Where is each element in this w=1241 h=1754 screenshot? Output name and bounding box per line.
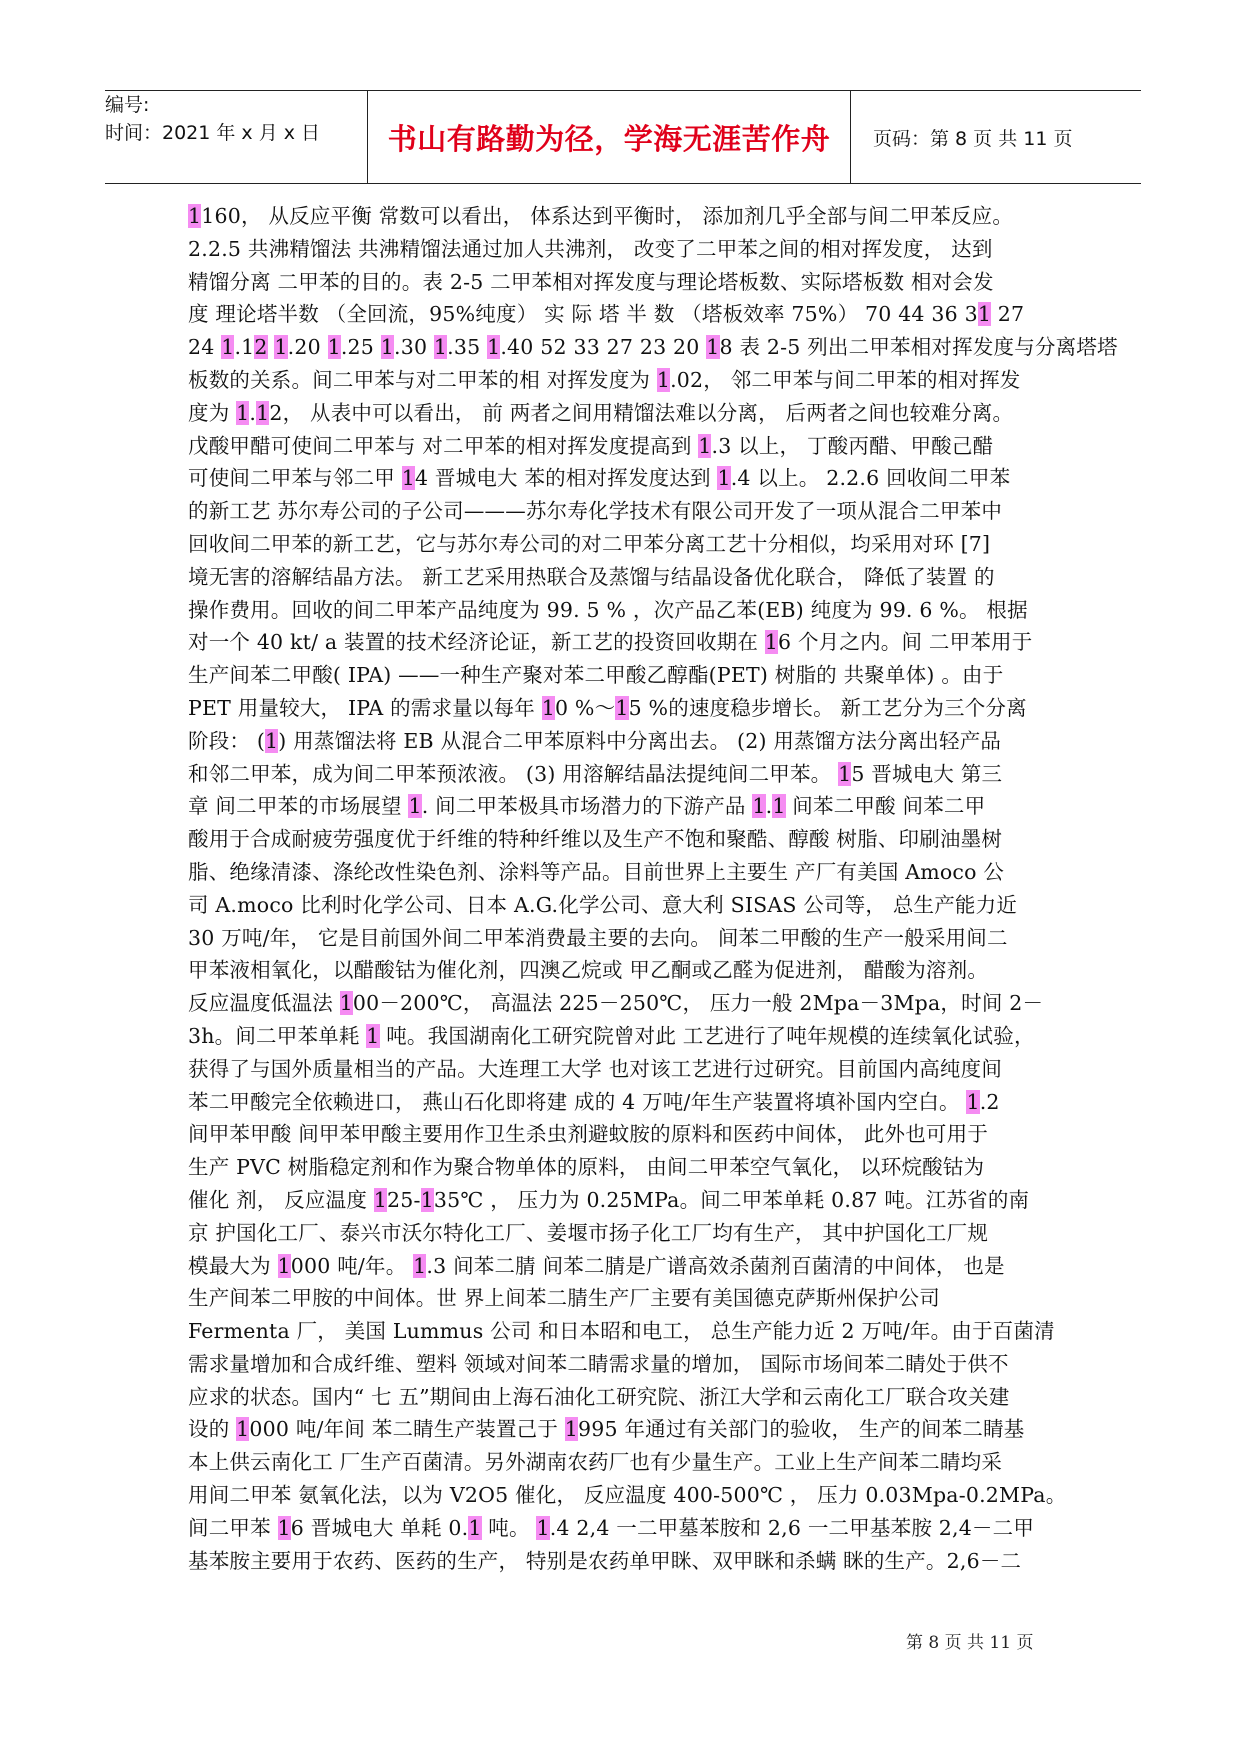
text-segment: 板数的关系。间二甲苯与对二甲苯的相 对挥发度为 bbox=[188, 367, 657, 392]
body-text-line bbox=[188, 725, 1058, 758]
highlighted-text: 1 bbox=[717, 466, 731, 491]
text-segment: 000 吨/年间 苯二睛生产装置己于 bbox=[249, 1417, 565, 1442]
text-segment: 对一个 40 kt/ a 装置的技术经济论证，新工艺的投资回收期在 bbox=[188, 630, 765, 655]
text-segment: 催化 剂， 反应温度 bbox=[188, 1187, 374, 1212]
text-segment: 的新工艺 苏尔寿公司的子公司———苏尔寿化学技术有限公司开发了一项从混合二甲苯中 bbox=[188, 499, 1003, 524]
header-motto-cell bbox=[367, 91, 851, 183]
text-segment: 用间二甲苯 氨氧化法，以为 V2O5 催化， 反应温度 400-500℃ ， 压力 0.03Mpa-0.2MPa。 bbox=[188, 1483, 1067, 1508]
body-text-line bbox=[188, 1545, 1058, 1578]
body-text-line bbox=[188, 233, 1058, 266]
highlighted-text: 1 bbox=[764, 630, 779, 655]
text-segment: 160， 从反应平衡 常数可以看出， 体系达到平衡时， 添加剂几乎全部与间二甲苯反应。 bbox=[201, 204, 1014, 228]
highlighted-text: 1 bbox=[772, 794, 786, 819]
header-page-cell bbox=[851, 91, 1141, 183]
document-body bbox=[188, 200, 1118, 1577]
highlighted-text: 1 bbox=[274, 335, 288, 360]
text-segment: 精馏分离 二甲苯的目的。表 2-5 二甲苯相对挥发度与理论塔板数、实际塔板数 相对会发 bbox=[188, 269, 994, 294]
text-segment: 甲苯液相氧化，以醋酸钴为催化剂，四澳乙烷或 甲乙酮或乙醛为促进剂， 醋酸为溶剂。 bbox=[188, 958, 989, 983]
highlighted-text: 1 bbox=[420, 1187, 434, 1212]
text-segment: 24 bbox=[188, 335, 222, 360]
body-text-line bbox=[188, 1086, 1058, 1119]
body-text-line bbox=[188, 659, 1058, 692]
highlighted-text: 1 bbox=[487, 335, 501, 360]
body-text-line bbox=[188, 266, 1058, 299]
text-segment: 35℃ ， 压力为 0.25MPa。间二甲苯单耗 0.87 吨。江苏省的南 bbox=[433, 1187, 1030, 1212]
text-segment: 设的 bbox=[188, 1417, 237, 1442]
text-segment: 境无害的溶解结晶方法。 新工艺采用热联合及蒸馏与结晶设备优化联合， 降低了装置 的 bbox=[188, 564, 995, 589]
body-text-line bbox=[188, 987, 1058, 1020]
text-segment: .25 bbox=[340, 335, 381, 360]
text-segment: Fermenta 厂， 美国 Lummus 公司 和日本昭和电工， 总生产能力近 2 万吨/年。由于百菌清 bbox=[188, 1319, 1055, 1344]
text-segment: .3 以上， 丁酸丙醋、甲酸己醋 bbox=[711, 433, 994, 458]
text-segment: 京 护国化工厂、泰兴市沃尔特化工厂、姜堰市扬子化工厂均有生产， 其中护国化工厂规 bbox=[188, 1220, 989, 1245]
highlighted-text: 1 bbox=[752, 794, 766, 819]
highlighted-text: 1 bbox=[541, 695, 555, 720]
text-segment: .4 2,4 一二甲墓苯胺和 2,6 一二甲基苯胺 2,4－二甲 bbox=[549, 1515, 1035, 1540]
body-text-line bbox=[188, 561, 1058, 594]
text-segment: 4 晋城电大 苯的相对挥发度达到 bbox=[414, 466, 718, 491]
highlighted-text: 1 bbox=[188, 204, 202, 228]
body-text-line bbox=[188, 298, 1058, 331]
text-segment: 25- bbox=[387, 1187, 421, 1212]
highlighted-text: 1 bbox=[256, 400, 270, 425]
text-segment: 6 晋城电大 单耗 0. bbox=[290, 1515, 469, 1540]
highlighted-text: 1 bbox=[373, 1187, 387, 1212]
highlighted-text: 1 bbox=[236, 400, 250, 425]
body-text-line bbox=[188, 1479, 1067, 1512]
body-text-line bbox=[188, 1184, 1058, 1217]
text-segment: PET 用量较大， IPA 的需求量以每年 bbox=[188, 695, 542, 720]
highlighted-text: 1 bbox=[433, 335, 448, 360]
text-segment: 0 %～ bbox=[554, 695, 616, 720]
page-footer: 第 8 页 共 11 页 bbox=[906, 1633, 1034, 1653]
text-segment: . bbox=[249, 400, 257, 425]
text-segment: .30 bbox=[393, 335, 434, 360]
text-segment: 8 表 2-5 列出二甲苯相对挥发度与分离塔塔 bbox=[719, 335, 1118, 360]
text-segment: 995 年通过有关部门的验收， 生产的间苯二睛基 bbox=[578, 1417, 1025, 1442]
text-segment: 吨。 bbox=[481, 1515, 537, 1540]
text-segment: 操作费用。回收的间二甲苯产品纯度为 99. 5 % ，次产品乙苯(EB) 纯度为 99. 6 %。 根据 bbox=[188, 597, 1028, 622]
body-text-line bbox=[188, 626, 1058, 659]
text-segment: 5 %的速度稳步增长。 新工艺分为三个分离 bbox=[628, 695, 1027, 720]
text-segment: 间二甲苯 bbox=[188, 1515, 278, 1540]
text-segment: .1 bbox=[234, 335, 255, 360]
text-segment: 基苯胺主要用于农药、医药的生产， 特别是农药单甲眯、双甲眯和杀螨 眯的生产。2,6－二 bbox=[188, 1548, 1022, 1573]
text-segment: .35 bbox=[447, 335, 488, 360]
text-segment: 戊酸甲醋可使间二甲苯与 对二甲苯的相对挥发度提高到 bbox=[188, 433, 699, 458]
highlighted-text: 1 bbox=[265, 728, 279, 753]
text-segment: 6 个月之内。间 二甲苯用于 bbox=[778, 630, 1033, 655]
body-text-line bbox=[188, 1348, 1058, 1381]
text-segment: 可使间二甲苯与邻二甲 bbox=[188, 466, 402, 491]
text-segment: 3h。间二甲苯单耗 bbox=[188, 1023, 367, 1048]
header-motto: 书山有路勤为径，学海无涯苦作舟 bbox=[387, 121, 831, 156]
highlighted-text: 1 bbox=[401, 466, 415, 491]
highlighted-text: 1 bbox=[564, 1417, 579, 1442]
text-segment: 酸用于合成耐疲劳强度优于纤维的特种纤维以及生产不饱和聚酷、醇酸 树脂、印刷油墨树 bbox=[188, 827, 1003, 852]
text-segment: 获得了与国外质量相当的产品。大连理工大学 也对该工艺进行过研究。目前国内高纯度间 bbox=[188, 1056, 1003, 1081]
text-segment: 30 万吨/年， 它是目前国外间二甲苯消费最主要的去向。 间苯二甲酸的生产一般采用间二 bbox=[188, 925, 1008, 950]
text-segment: 阶段： ( bbox=[188, 728, 266, 753]
text-segment: .40 52 33 27 23 20 bbox=[500, 335, 707, 360]
highlighted-text: 1 bbox=[339, 991, 353, 1016]
text-segment: 生产 PVC 树脂稳定剂和作为聚合物单体的原料， 由间二甲苯空气氧化， 以环烷酸钴为 bbox=[188, 1155, 985, 1180]
text-segment: 反应温度低温法 bbox=[188, 991, 340, 1016]
highlighted-text: 1 bbox=[966, 1089, 980, 1114]
body-text-line bbox=[188, 1413, 1058, 1446]
body-text-line bbox=[188, 823, 1058, 856]
text-segment: 吨。我国湖南化工研究院曾对此 工艺进行了吨年规模的连续氧化试验， bbox=[379, 1023, 1035, 1048]
highlighted-text: 1 bbox=[977, 302, 992, 327]
text-segment: 脂、绝缘清漆、涤纶改性染色剂、涂料等产品。目前世界上主要生 产厂有美国 Amoco 公 bbox=[188, 859, 1005, 884]
highlighted-text: 1 bbox=[277, 1515, 291, 1540]
highlighted-text: 1 bbox=[366, 1023, 380, 1048]
text-segment: 生产间苯二甲胺的中间体。世 界上间苯二腈生产厂主要有美国德克萨斯州保护公司 bbox=[188, 1286, 940, 1311]
text-segment: . bbox=[765, 794, 773, 819]
body-text-line bbox=[188, 1151, 1058, 1184]
text-segment: 和邻二甲苯，成为间二甲苯预浓液。 (3) 用溶解结晶法提纯间二甲苯。 bbox=[188, 761, 839, 786]
body-text-line bbox=[188, 790, 1058, 823]
highlighted-text: 1 bbox=[277, 1253, 291, 1278]
text-segment: .2 bbox=[979, 1089, 1000, 1114]
body-text-line bbox=[188, 528, 1058, 561]
body-text-line bbox=[188, 856, 1058, 889]
body-text-line bbox=[188, 430, 1058, 463]
text-segment: .20 bbox=[287, 335, 328, 360]
text-segment: 000 吨/年。 bbox=[290, 1253, 414, 1278]
body-text-line bbox=[188, 758, 1058, 791]
body-text-line bbox=[188, 1118, 1058, 1151]
text-segment: ) 用蒸馏法将 EB 从混合二甲苯原料中分离出去。 (2) 用蒸馏方法分离出轻产品 bbox=[278, 728, 1002, 753]
document-time-label: 时间：2021 年 x 月 x 日 bbox=[105, 122, 321, 144]
body-text-line bbox=[188, 1020, 1058, 1053]
body-text-line bbox=[188, 397, 1058, 430]
body-text-line bbox=[188, 1446, 1058, 1479]
body-text-line bbox=[188, 1315, 1058, 1348]
text-segment: 间苯二甲酸 间苯二甲 bbox=[785, 794, 986, 819]
text-segment: 2， 从表中可以看出， 前 两者之间用精馏法难以分离， 后两者之间也较难分离。 bbox=[269, 400, 1014, 425]
text-segment: 苯二甲酸完全依赖进口， 燕山石化即将建 成的 4 万吨/年生产装置将填补国内空白。 bbox=[188, 1089, 967, 1114]
text-segment: 模最大为 bbox=[188, 1253, 278, 1278]
text-segment: 27 bbox=[991, 302, 1025, 327]
text-segment: 2.2.5 共沸精馏法 共沸精馏法通过加人共沸剂， 改变了二甲苯之间的相对挥发度， 达到 bbox=[188, 236, 993, 261]
text-segment: .3 间苯二腈 间苯二腈是广谱高效杀菌剂百菌清的中间体， 也是 bbox=[426, 1253, 1005, 1278]
header-meta bbox=[105, 91, 367, 183]
text-segment: 间甲苯甲酸 间甲苯甲酸主要用作卫生杀虫剂避蚊胺的原料和医药中间体， 此外也可用于 bbox=[188, 1122, 989, 1147]
text-segment: 回收间二甲苯的新工艺，它与苏尔寿公司的对二甲苯分离工艺十分相似，均采用对环 [7] bbox=[188, 531, 991, 556]
text-segment: 00－200℃， 高温法 225－250℃， 压力一般 2Mpa－3Mpa，时间 2－ bbox=[352, 991, 1044, 1016]
text-segment: .4 以上。 2.2.6 回收间二甲苯 bbox=[730, 466, 1011, 491]
text-segment: .02， 邻二甲苯与间二甲苯的相对挥发 bbox=[670, 367, 1021, 392]
highlighted-text: 1 bbox=[615, 695, 629, 720]
highlighted-text: 1 bbox=[706, 335, 720, 360]
page-header bbox=[105, 90, 1141, 184]
header-page-number: 页码：第 8 页 共 11 页 bbox=[873, 127, 1073, 150]
body-text-line bbox=[188, 1217, 1058, 1250]
body-text-line bbox=[188, 331, 1118, 364]
body-text-line bbox=[188, 594, 1058, 627]
highlighted-text: 2 bbox=[254, 335, 268, 360]
body-text-line bbox=[188, 692, 1058, 725]
text-segment: 应求的状态。国内“ 七 五”期间由上海石油化工研究院、浙江大学和云南化工厂联合攻关建 bbox=[188, 1384, 1010, 1409]
text-segment: 需求量增加和合成纤维、塑料 领域对间苯二睛需求量的增加， 国际市场间苯二睛处于供不 bbox=[188, 1351, 1009, 1376]
highlighted-text: 1 bbox=[327, 335, 341, 360]
body-text-line bbox=[188, 462, 1058, 495]
text-segment: 章 间二甲苯的市场展望 bbox=[188, 794, 409, 819]
body-text-line bbox=[188, 1250, 1058, 1283]
highlighted-text: 1 bbox=[236, 1417, 250, 1442]
body-text-line bbox=[188, 889, 1058, 922]
document-number-label: 编号: bbox=[105, 94, 150, 116]
highlighted-text: 1 bbox=[468, 1515, 482, 1540]
text-segment: 度为 bbox=[188, 400, 237, 425]
highlighted-text: 1 bbox=[221, 335, 235, 360]
text-segment: 司 A.moco 比利时化学公司、日本 A.G.化学公司、意大利 SISAS 公司等， 总生产能力近 bbox=[188, 892, 1018, 917]
text-segment: 5 晋城电大 第三 bbox=[851, 761, 1003, 786]
body-text-line bbox=[188, 1053, 1058, 1086]
body-text-line bbox=[188, 495, 1058, 528]
body-text-line bbox=[188, 954, 1058, 987]
highlighted-text: 1 bbox=[656, 367, 671, 392]
highlighted-text: 1 bbox=[413, 1253, 427, 1278]
body-text-line bbox=[188, 364, 1058, 397]
highlighted-text: 1 bbox=[698, 433, 712, 458]
text-segment: . 间二甲苯极具市场潜力的下游产品 bbox=[421, 794, 753, 819]
text-segment: 本上供云南化工 厂生产百菌清。另外湖南农药厂也有少量生产。工业上生产间苯二睛均采 bbox=[188, 1450, 1003, 1475]
highlighted-text: 1 bbox=[380, 335, 394, 360]
body-text-line bbox=[188, 1381, 1058, 1414]
text-segment: 度 理论塔半数 （全回流，95%纯度） 实 际 塔 半 数 （塔板效率 75%） 70 44 36 3 bbox=[188, 302, 978, 327]
body-text-line bbox=[188, 922, 1058, 955]
text-segment: 生产间苯二甲酸( IPA) ——一种生产聚对苯二甲酸乙醇酯(PET) 树脂的 共聚单体) 。由于 bbox=[188, 663, 1004, 688]
body-text-line bbox=[188, 1512, 1058, 1545]
highlighted-text: 1 bbox=[536, 1515, 550, 1540]
highlighted-text: 1 bbox=[838, 761, 852, 786]
body-text-line bbox=[188, 1282, 1058, 1315]
body-text-line bbox=[188, 200, 1058, 233]
highlighted-text: 1 bbox=[408, 794, 422, 819]
